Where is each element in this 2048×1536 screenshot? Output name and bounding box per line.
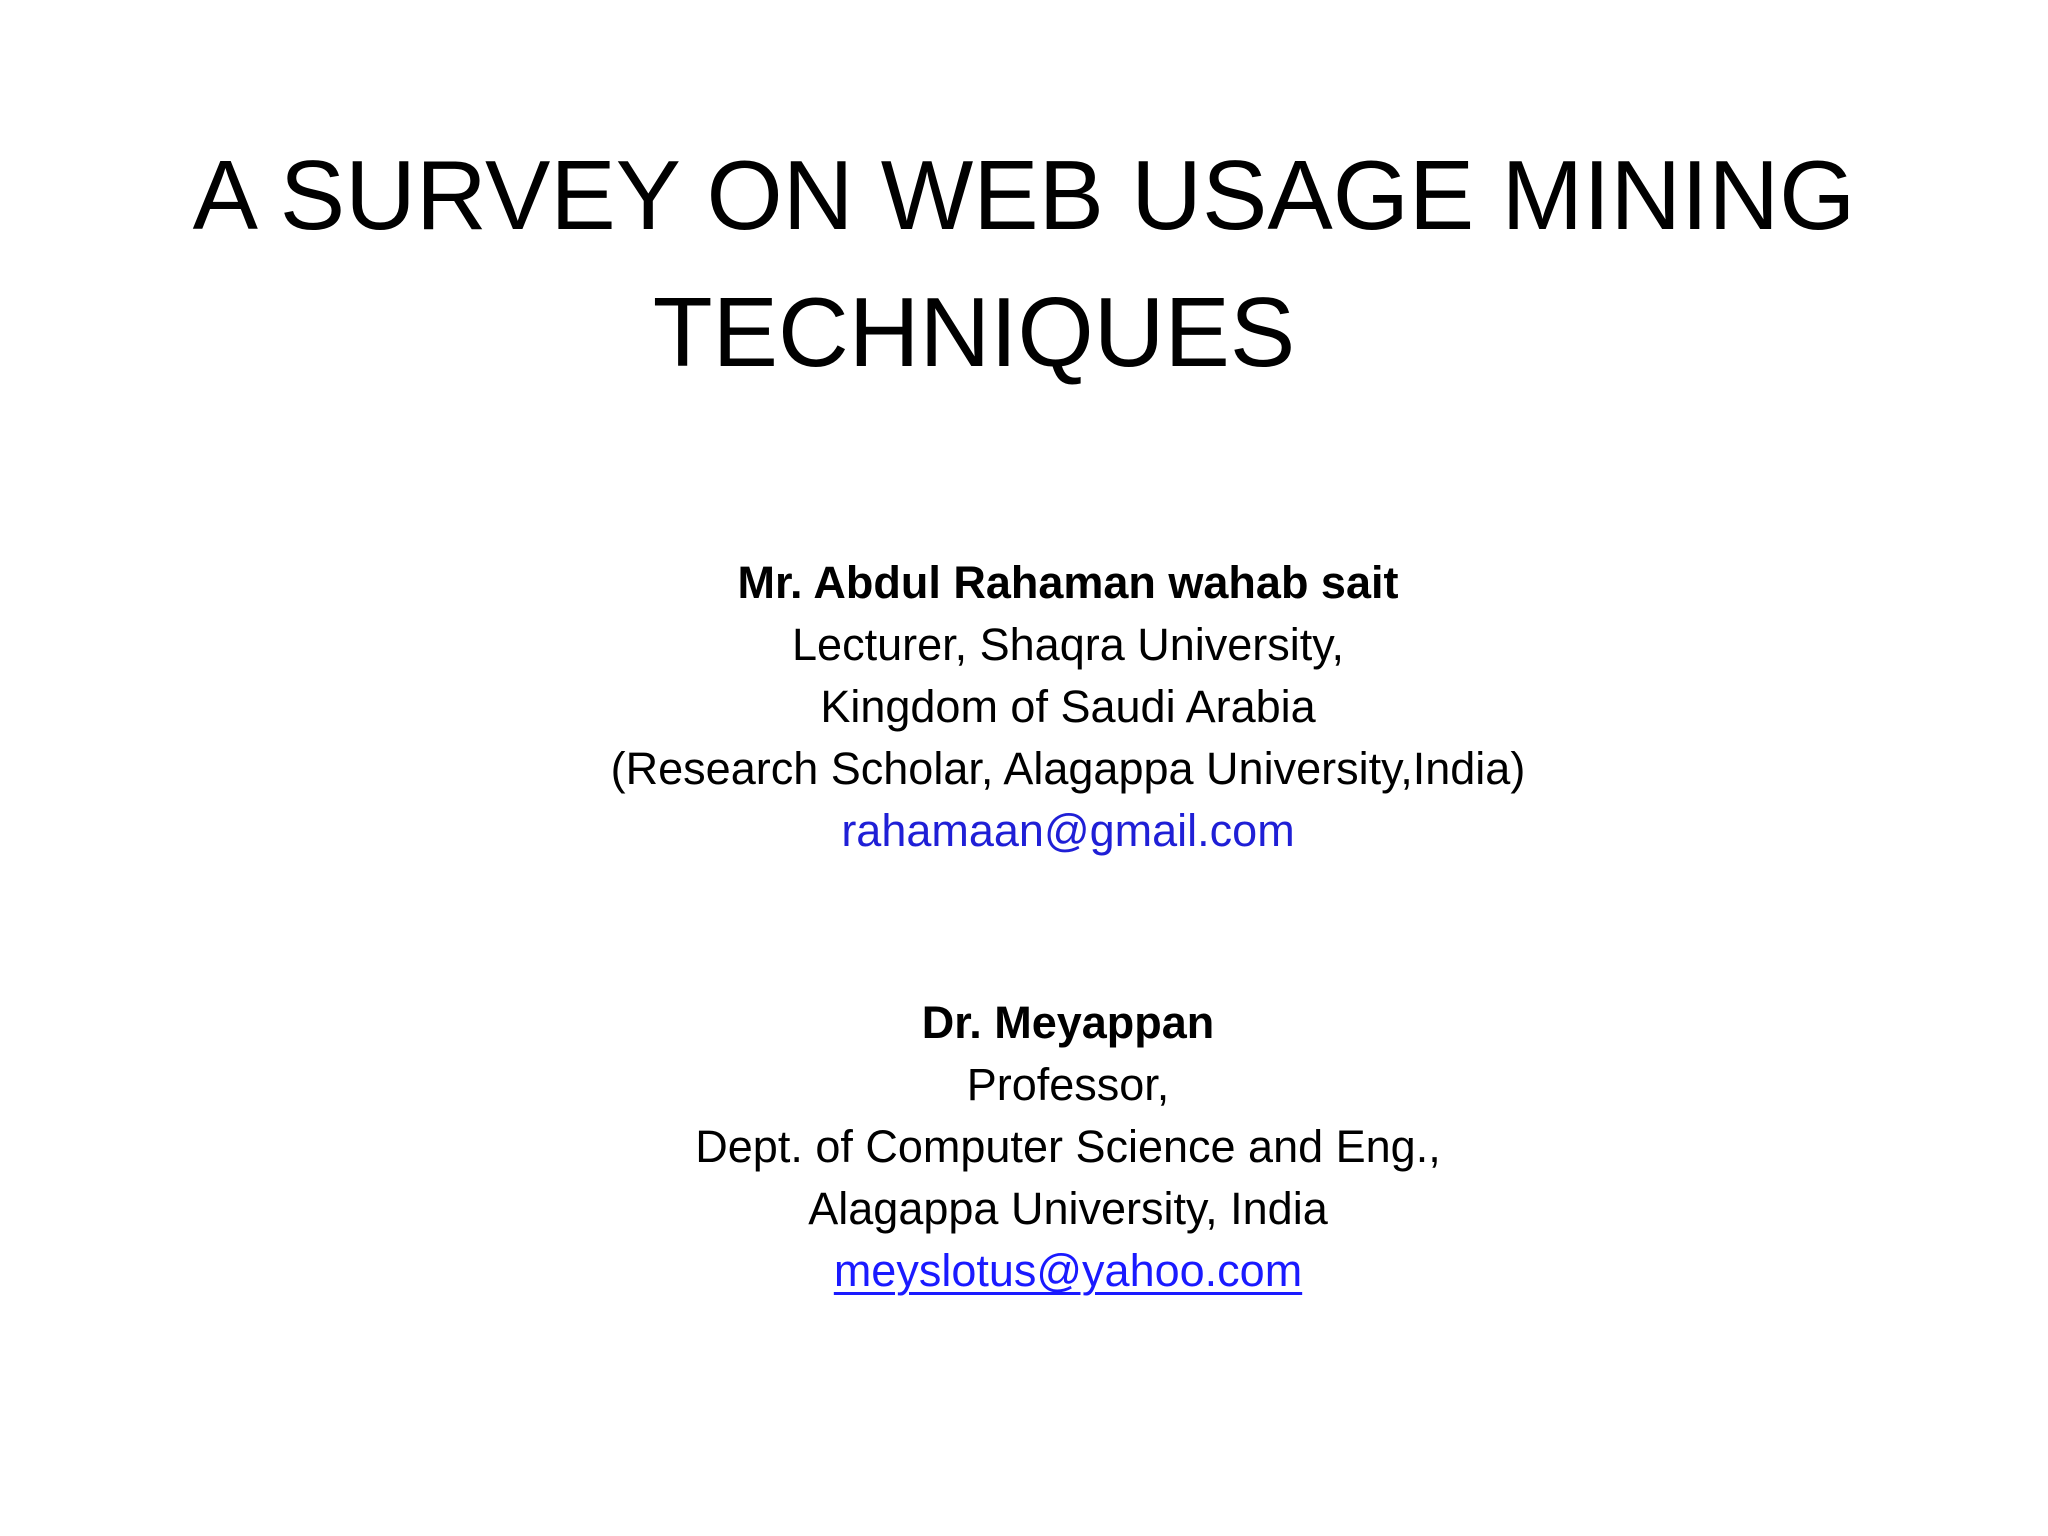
author-block-2 [44,992,2048,1302]
author-1-email: rahamaan@gmail.com [841,805,1295,856]
title-line-2: TECHNIQUES [652,277,1296,387]
author-2-position: Professor, [966,1059,1170,1110]
author-1-name: Mr. Abdul Rahaman wahab sait [737,557,1399,608]
author-1-country: Kingdom of Saudi Arabia [820,681,1316,732]
author-2-email-link[interactable]: meyslotus@yahoo.com [833,1245,1303,1296]
author-block-1 [44,552,2048,862]
author-2-affiliation: Alagappa University, India [808,1183,1328,1234]
author-1-position: Lecturer, Shaqra University, [792,619,1344,670]
title-line-1: A SURVEY ON WEB USAGE MINING [192,140,1856,250]
author-2-department: Dept. of Computer Science and Eng., [695,1121,1441,1172]
author-1-affiliation: (Research Scholar, Alagappa University,India) [610,743,1526,794]
author-2-name: Dr. Meyappan [921,997,1215,1048]
